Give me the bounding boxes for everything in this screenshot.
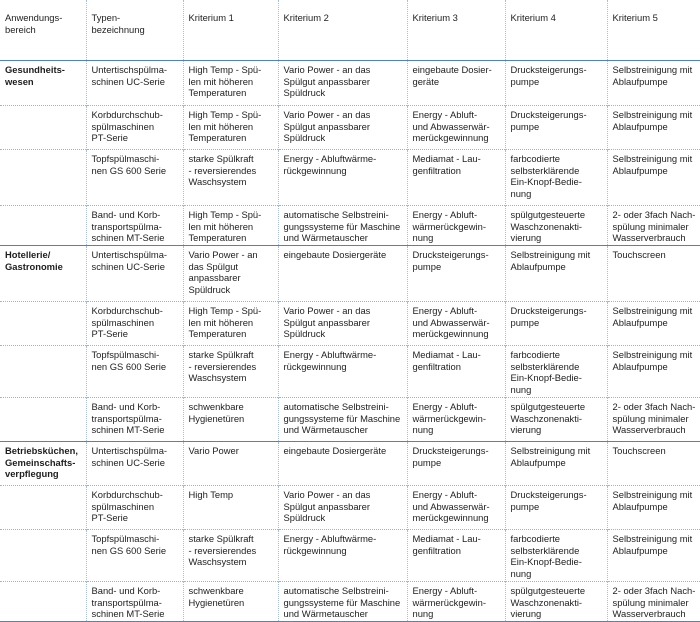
criterion-cell: Selbstreinigung mit Ablaufpumpe (607, 302, 700, 346)
criterion-cell: automatische Selbstreini- gungssysteme für Maschine und Wärmetauscher (278, 582, 407, 622)
type-designation-cell: Untertischspülma- schinen UC-Serie (86, 61, 183, 106)
criterion-cell: starke Spülkraft - reversierendes Waschsystem (183, 150, 278, 206)
criterion-cell: High Temp - Spü- len mit höheren Temperaturen (183, 302, 278, 346)
table-row (0, 530, 700, 582)
type-designation-cell: Korbdurchschub- spülmaschinen PT-Serie (86, 486, 183, 530)
table-row (0, 150, 700, 206)
header-cell: Kriterium 4 (505, 0, 607, 61)
criterion-cell: Energy - Abluft- wärmerückgewin- nung (407, 582, 505, 622)
type-designation-cell: Band- und Korb- transportspülma- schinen MT-Serie (86, 582, 183, 622)
header-row (0, 0, 700, 61)
criterion-cell: Selbstreinigung mit Ablaufpumpe (505, 246, 607, 302)
criterion-cell: Mediamat - Lau- genfiltration (407, 150, 505, 206)
criterion-cell: High Temp - Spü- len mit höheren Temperaturen (183, 206, 278, 246)
application-area-cell (0, 150, 86, 206)
type-designation-cell: Topfspülmaschi- nen GS 600 Serie (86, 346, 183, 398)
type-designation-cell: Band- und Korb- transportspülma- schinen MT-Serie (86, 398, 183, 442)
type-designation-cell: Band- und Korb- transportspülma- schinen MT-Serie (86, 206, 183, 246)
application-area-cell (0, 398, 86, 442)
criterion-cell: automatische Selbstreini- gungssysteme für Maschine und Wärmetauscher (278, 206, 407, 246)
type-designation-cell: Korbdurchschub- spülmaschinen PT-Serie (86, 106, 183, 150)
application-area-cell (0, 530, 86, 582)
criterion-cell: Selbstreinigung mit Ablaufpumpe (607, 106, 700, 150)
criterion-cell: eingebaute Dosiergeräte (278, 246, 407, 302)
header-cell: Kriterium 5 (607, 0, 700, 61)
table-row (0, 106, 700, 150)
criterion-cell: automatische Selbstreini- gungssysteme für Maschine und Wärmetauscher (278, 398, 407, 442)
header-cell: Kriterium 2 (278, 0, 407, 61)
criterion-cell: Energy - Abluftwärme- rückgewinnung (278, 530, 407, 582)
criterion-cell: Drucksteigerungs- pumpe (407, 246, 505, 302)
criterion-cell: 2- oder 3fach Nach- spülung minimaler Wasserverbrauch (607, 206, 700, 246)
table-row (0, 206, 700, 246)
criterion-cell: farbcodierte selbsterklärende Ein-Knopf-Bedie- nung (505, 530, 607, 582)
criterion-cell: Vario Power - an das Spülgut anpassbarer Spüldruck (278, 302, 407, 346)
application-area-cell (0, 346, 86, 398)
criterion-cell: Drucksteigerungs- pumpe (505, 106, 607, 150)
criterion-cell: eingebaute Dosiergeräte (278, 442, 407, 486)
criterion-cell: Drucksteigerungs- pumpe (505, 302, 607, 346)
criterion-cell: eingebaute Dosier- geräte (407, 61, 505, 106)
criterion-cell: schwenkbare Hygienetüren (183, 582, 278, 622)
criterion-cell: 2- oder 3fach Nach- spülung minimaler Wasserverbrauch (607, 398, 700, 442)
criterion-cell: Selbstreinigung mit Ablaufpumpe (607, 530, 700, 582)
criterion-cell: Selbstreinigung mit Ablaufpumpe (607, 346, 700, 398)
criterion-cell: Energy - Abluft- wärmerückgewin- nung (407, 206, 505, 246)
criterion-cell: spülgutgesteuerte Waschzonenakti- vierung (505, 206, 607, 246)
criterion-cell: Mediamat - Lau- genfiltration (407, 346, 505, 398)
application-area-cell (0, 206, 86, 246)
criterion-cell: 2- oder 3fach Nach- spülung minimaler Wasserverbrauch (607, 582, 700, 622)
table-row (0, 486, 700, 530)
application-area-cell (0, 486, 86, 530)
criterion-cell: Vario Power - an das Spülgut anpassbarer Spüldruck (278, 106, 407, 150)
criterion-cell: Energy - Abluftwärme- rückgewinnung (278, 346, 407, 398)
criterion-cell: Selbstreinigung mit Ablaufpumpe (607, 486, 700, 530)
application-area-cell (0, 582, 86, 622)
criterion-cell: Vario Power - an das Spülgut anpassbarer Spüldruck (278, 61, 407, 106)
criterion-cell: Vario Power (183, 442, 278, 486)
criterion-cell: Energy - Abluft- und Abwasserwär- merückgewinnung (407, 106, 505, 150)
criterion-cell: farbcodierte selbsterklärende Ein-Knopf-Bedie- nung (505, 346, 607, 398)
criterion-cell: High Temp - Spü- len mit höheren Temperaturen (183, 61, 278, 106)
criterion-cell: Touchscreen (607, 442, 700, 486)
criterion-cell: farbcodierte selbsterklärende Ein-Knopf-Bedie- nung (505, 150, 607, 206)
type-designation-cell: Untertischspülma- schinen UC-Serie (86, 442, 183, 486)
application-area-cell (0, 106, 86, 150)
header-cell: Kriterium 3 (407, 0, 505, 61)
criterion-cell: starke Spülkraft - reversierendes Waschsystem (183, 346, 278, 398)
criterion-cell: Drucksteigerungs- pumpe (505, 61, 607, 106)
criterion-cell: Vario Power - an das Spülgut anpassbarer Spüldruck (278, 486, 407, 530)
criterion-cell: Energy - Abluft- und Abwasserwär- merückgewinnung (407, 302, 505, 346)
criterion-cell: Selbstreinigung mit Ablaufpumpe (607, 150, 700, 206)
criterion-cell: Energy - Abluft- wärmerückgewin- nung (407, 398, 505, 442)
criterion-cell: Mediamat - Lau- genfiltration (407, 530, 505, 582)
criterion-cell: Energy - Abluft- und Abwasserwär- merückgewinnung (407, 486, 505, 530)
application-area-cell: Hotellerie/ Gastronomie (0, 246, 86, 302)
criterion-cell: spülgutgesteuerte Waschzonenakti- vierung (505, 582, 607, 622)
table-row (0, 582, 700, 622)
criterion-cell: Touchscreen (607, 246, 700, 302)
criterion-cell: spülgutgesteuerte Waschzonenakti- vierung (505, 398, 607, 442)
criterion-cell: High Temp - Spü- len mit höheren Temperaturen (183, 106, 278, 150)
table-row (0, 346, 700, 398)
type-designation-cell: Topfspülmaschi- nen GS 600 Serie (86, 530, 183, 582)
criterion-cell: Selbstreinigung mit Ablaufpumpe (505, 442, 607, 486)
criterion-cell: High Temp (183, 486, 278, 530)
table-row (0, 442, 700, 486)
criterion-cell: Vario Power - an das Spülgut anpassbarer Spüldruck (183, 246, 278, 302)
criterion-cell: Energy - Abluftwärme- rückgewinnung (278, 150, 407, 206)
table-row (0, 302, 700, 346)
application-area-cell: Gesundheits- wesen (0, 61, 86, 106)
criterion-cell: Selbstreinigung mit Ablaufpumpe (607, 61, 700, 106)
table-row (0, 61, 700, 106)
table-row (0, 398, 700, 442)
application-area-cell (0, 302, 86, 346)
criterion-cell: starke Spülkraft - reversierendes Waschsystem (183, 530, 278, 582)
type-designation-cell: Korbdurchschub- spülmaschinen PT-Serie (86, 302, 183, 346)
type-designation-cell: Untertischspülma- schinen UC-Serie (86, 246, 183, 302)
header-cell: Typen- bezeichnung (86, 0, 183, 61)
application-area-cell: Betriebsküchen, Gemeinschafts- verpflegung (0, 442, 86, 486)
criterion-cell: schwenkbare Hygienetüren (183, 398, 278, 442)
header-cell: Anwendungs- bereich (0, 0, 86, 61)
criterion-cell: Drucksteigerungs- pumpe (505, 486, 607, 530)
criterion-cell: Drucksteigerungs- pumpe (407, 442, 505, 486)
header-cell: Kriterium 1 (183, 0, 278, 61)
type-designation-cell: Topfspülmaschi- nen GS 600 Serie (86, 150, 183, 206)
table-row (0, 246, 700, 302)
